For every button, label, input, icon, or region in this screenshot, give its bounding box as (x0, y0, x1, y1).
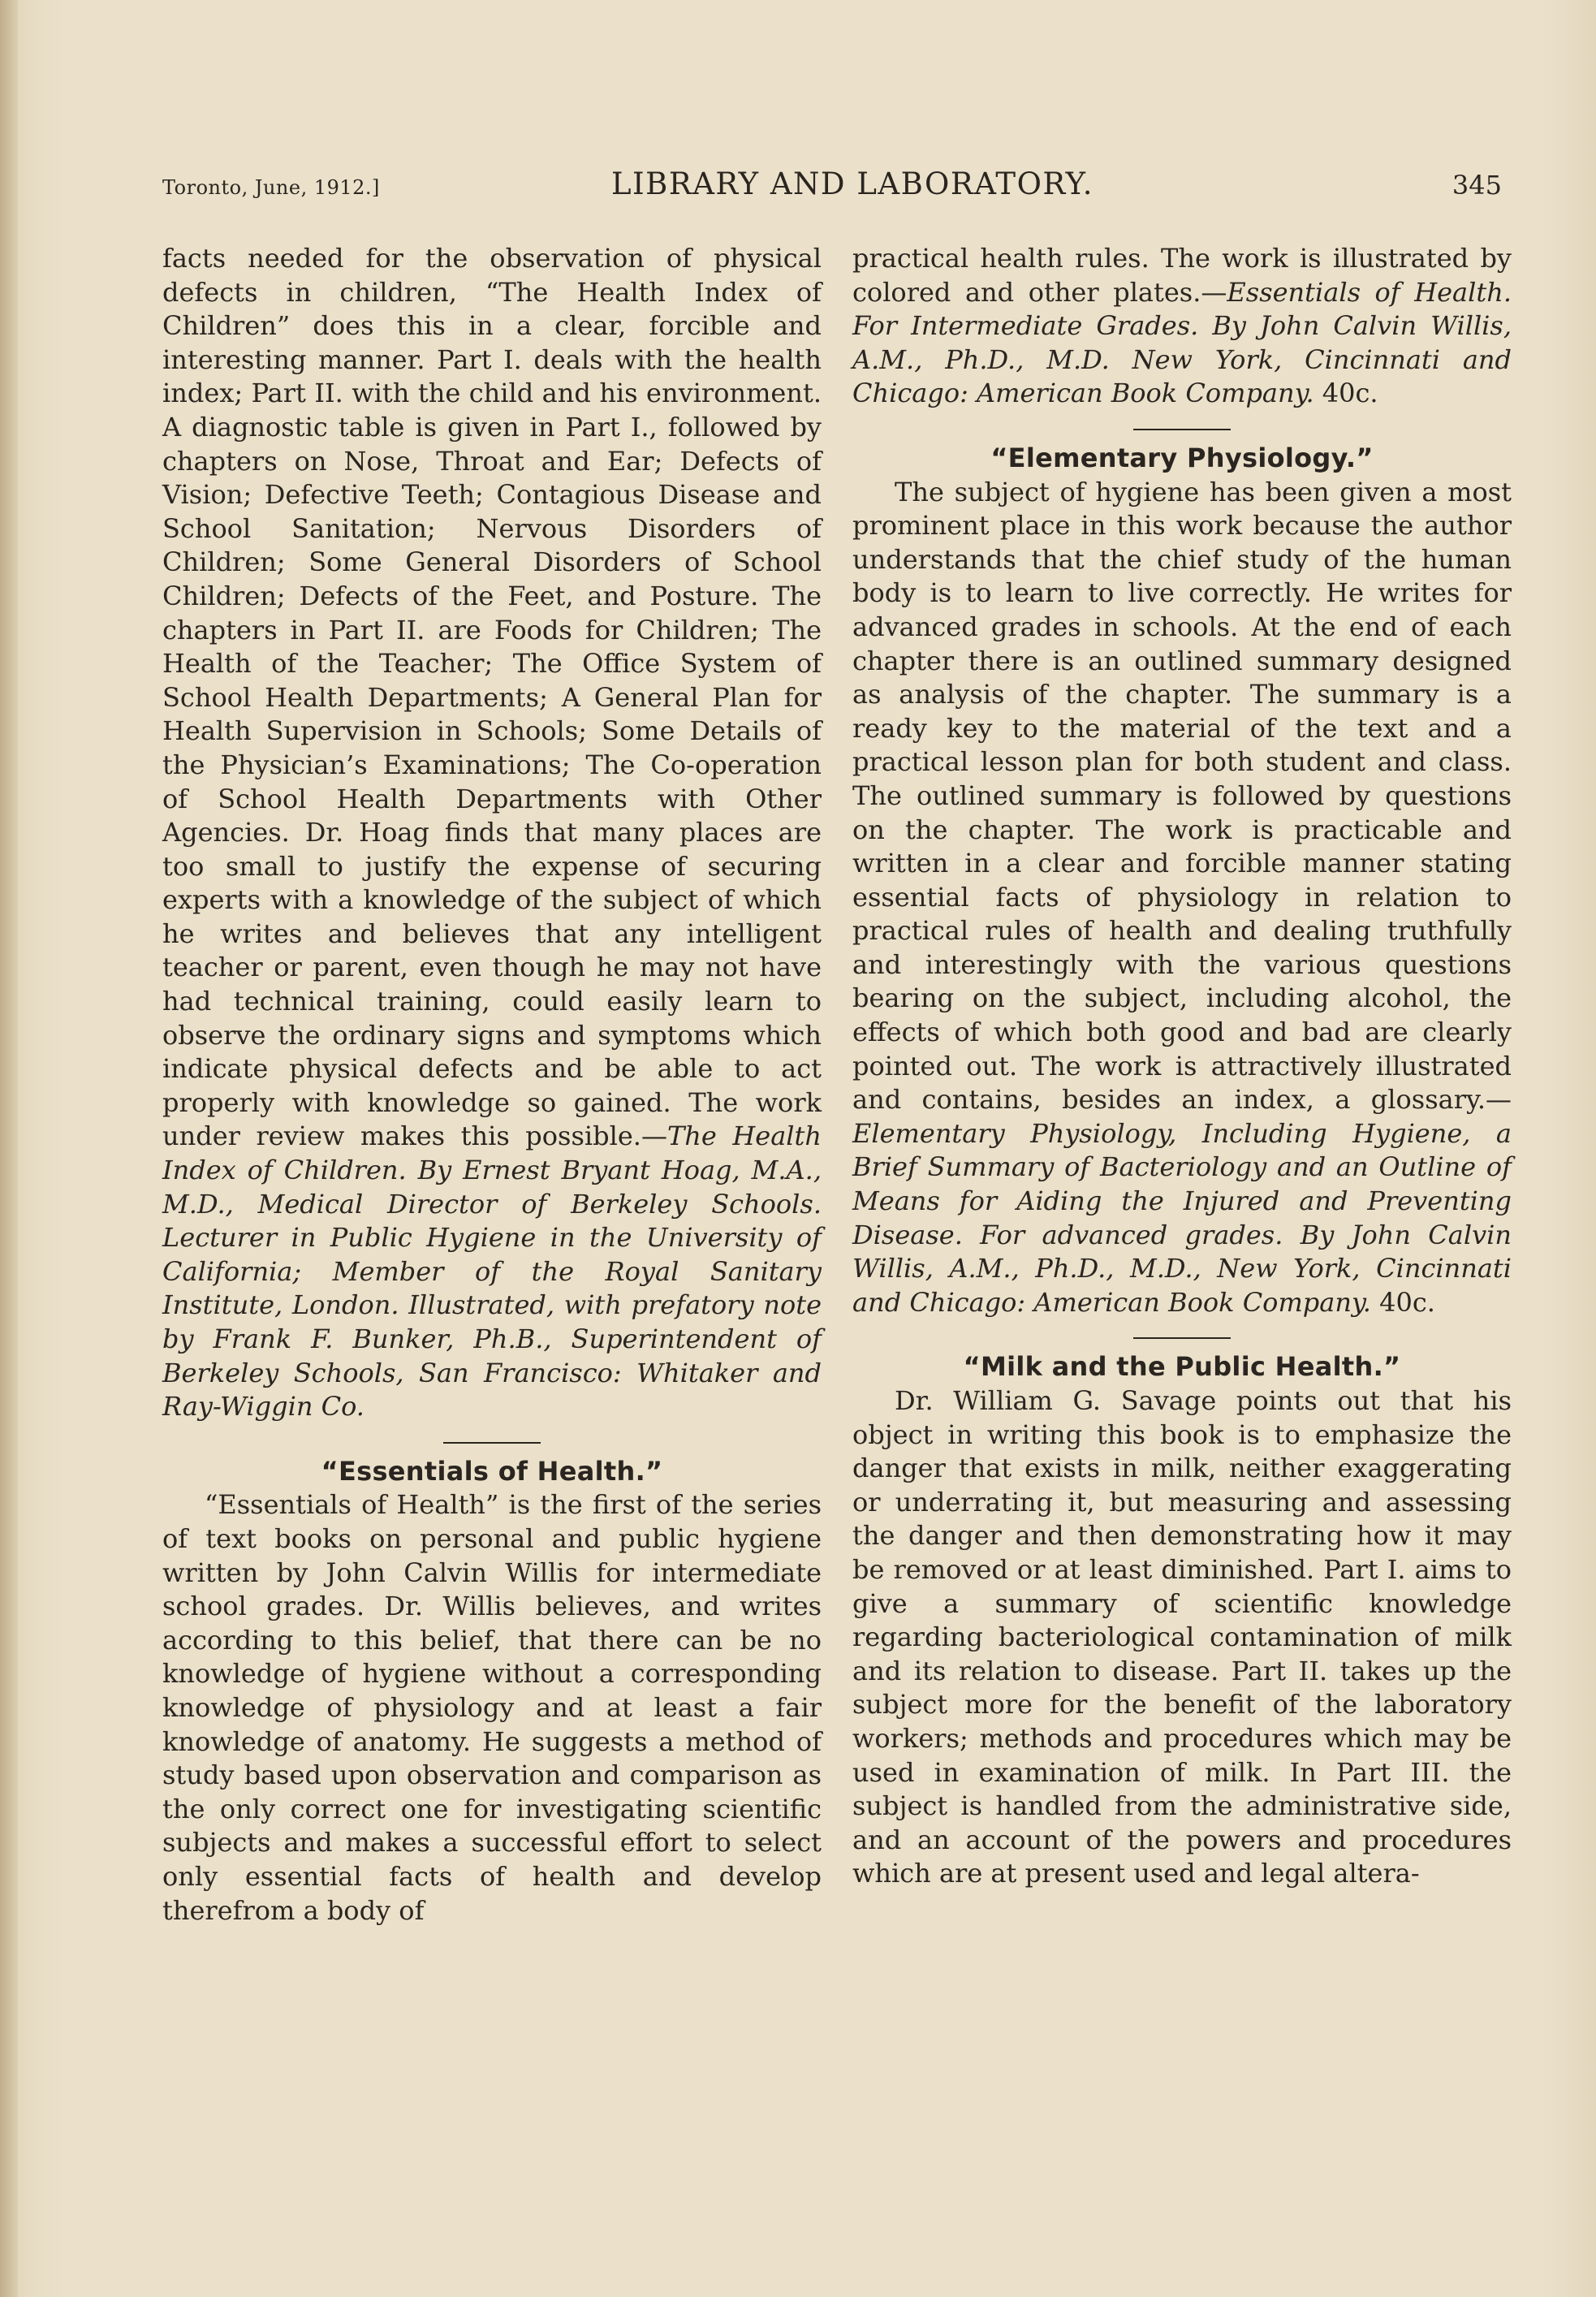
page-number: 345 (1451, 170, 1502, 201)
running-date: Toronto, June, 1912.] (162, 176, 380, 199)
review-paragraph (852, 242, 1512, 411)
section-heading: “Elementary Physiology.” (990, 442, 1374, 473)
review-body: facts needed for the observation of physical defects in children, “The Health Index of Children” does this in a clear, forcible and interesting manner. Part I. deals with the health index; Part II. with the child and his environment. A diagnostic table is given in Part I., followed by chapters on Nose, Throat and Ear; Defects of Vision; Defective Teeth; Contagious Disease and School Sanitation; Nervous Disorders of Children; Some General Disorders of School Children; Defects of the Feet, and Posture. The chapters in Part II. are Foods for Children; The Health of the Teacher; The Office System of School Health Departments; A General Plan for Health Supervision in Schools; Some Details of the Physician’s Examinations; The Co-operation of School Health Departments with Other Agencies. Dr. Hoag finds that many places are too small to justify the expense of securing experts with a knowledge of the subject of which he writes and believes that any intelligent teacher or parent, even though he may not have had technical training, could easily learn to observe the ordinary signs and symptoms which indicate physical defects and be able to act properly with knowledge so gained. The work under review makes this possible.— (162, 243, 822, 1152)
review-paragraph: Dr. William G. Savage points out that his object in writing this book is to emphasize the danger that exists in milk, neither exaggerating or underrating it, but measuring and assessing the danger and then demonstrating how it may be removed or at least diminished. Part I. aims to give a summary of scientific knowledge regarding bacteriological contamination of milk and its relation to disease. Part II. takes up the subject more for the benefit of the laboratory workers; methods and procedures which may be used in examination of milk. In Part III. the subject is handled from the administrative side, and an account of the powers and procedures which are at present used and legal altera- (852, 1385, 1512, 1889)
review-body: practical health rules. The work is illustrated by colored and other plates.— (852, 243, 1512, 308)
book-citation: Elementary Physiology, Including Hygiene, a Brief Summary of Bacteriology and an Outline of Means for Aiding the Injured and Preventing Disease. For advanced grades. By John Calvin Willis, A.M., Ph.D., M.D., New York, Cincinnati and Chicago: American Book Company. (852, 1117, 1512, 1318)
review-paragraph (162, 242, 822, 1424)
section-heading: “Milk and the Public Health.” (963, 1351, 1401, 1383)
section-divider (1133, 1337, 1231, 1339)
left-column (162, 242, 822, 1928)
review-paragraph (852, 476, 1512, 1320)
right-column (852, 242, 1512, 1891)
running-title: LIBRARY AND LABORATORY. (610, 166, 1094, 201)
section-heading: “Essentials of Health.” (321, 1455, 663, 1487)
book-citation: The Health Index of Children. By Ernest Bryant Hoag, M.A., M.D., Medical Director of Berkeley Schools. Lecturer in Public Hygiene in the University of California; Member of the Royal Sanitary Institute, London. Illustrated, with prefatory note by Frank F. Bunker, Ph.B., Superintendent of Berkeley Schools, San Francisco: Whitaker and Ray-Wiggin Co. (162, 1120, 822, 1423)
book-price: 40c. (1370, 1286, 1435, 1318)
review-paragraph: “Essentials of Health” is the first of the series of text books on personal and public hygiene written by John Calvin Willis for intermediate school grades. Dr. Willis believes, and writes according to this belief, that there can be no knowledge of hygiene without a corresponding knowledge of physiology and at least a fair knowledge of anatomy. He suggests a method of study based upon observation and comparison as the only correct one for investigating scientific subjects and makes a successful effort to select only essential facts of health and develop therefrom a body of (162, 1489, 822, 1926)
section-divider (443, 1442, 541, 1444)
section-divider (1133, 429, 1231, 430)
running-header (162, 166, 1502, 215)
review-body: The subject of hygiene has been given a most prominent place in this work because the author understands that the chief study of the human body is to learn to live correctly. He writes for advanced grades in schools. At the end of each chapter there is an outlined summary designed as analysis of the chapter. The summary is a ready key to the material of the text and a practical lesson plan for both student and class. The outlined summary is followed by questions on the chapter. The work is practicable and written in a clear and forcible manner stating essential facts of physiology in relation to practical rules of health and dealing truthfully and interestingly with the various questions bearing on the subject, including alcohol, the effects of which both good and bad are clearly pointed out. The work is attractively illustrated and contains, besides an index, a glossary.— (852, 476, 1512, 1116)
book-price: 40c. (1313, 378, 1378, 409)
page-gutter (0, 0, 18, 2297)
book-citation: Essentials of Health. For Intermediate Grades. By John Calvin Willis, A.M., Ph.D., M.D. New York, Cincinnati and Chicago: American Book Company. (852, 276, 1512, 409)
